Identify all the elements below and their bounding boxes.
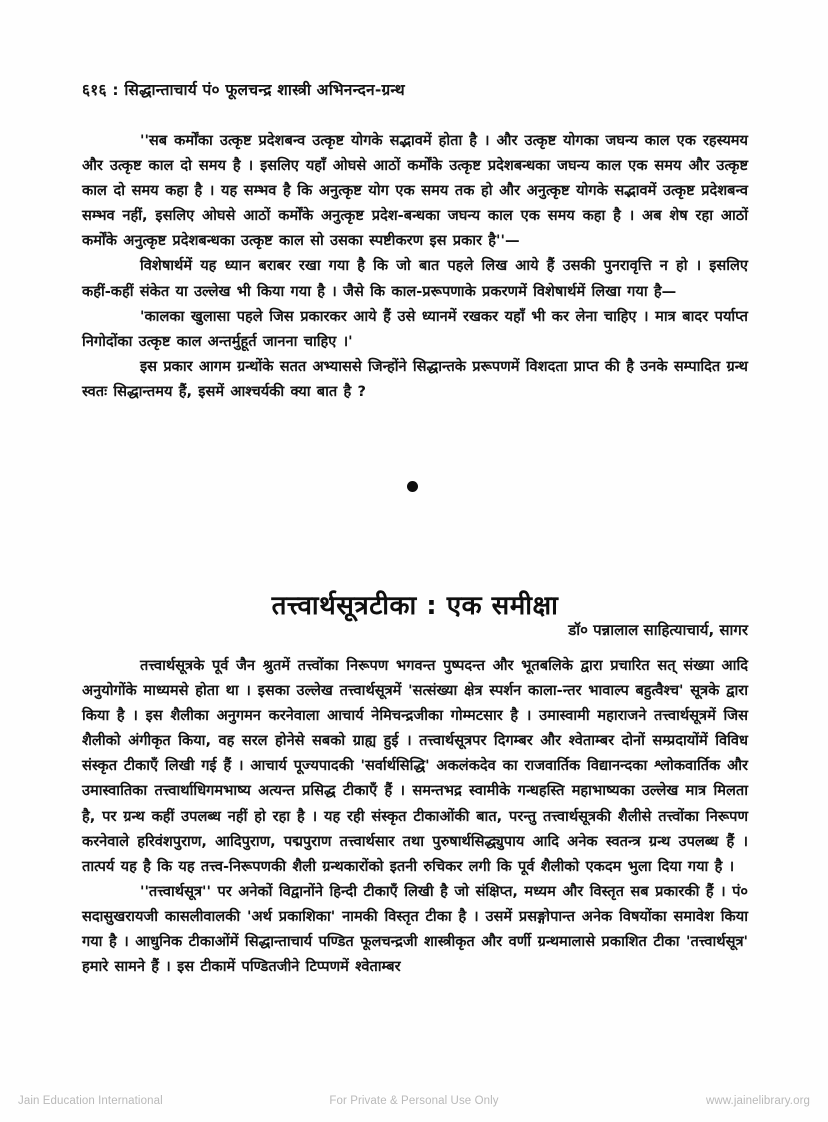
footer-organization: Jain Education International — [18, 1095, 163, 1107]
dot-divider-icon — [407, 481, 418, 492]
upper-text-block — [82, 128, 748, 404]
footer-usage-notice: For Private & Personal Use Only — [329, 1095, 499, 1107]
article-byline: डॉ० पन्नालाल साहित्याचार्य, सागर — [568, 621, 748, 639]
paragraph: तत्त्वार्थसूत्रके पूर्व जैन श्रुतमें तत्त्वोंका निरूपण भगवन्त पुष्पदन्त और भूतबलिके द्वारा प्रचारित सत् संख्या आदि अनुयोगोंके माध्यमसे होता था । इसका उल्लेख तत्त्वार्थसूत्रमें 'सत्संख्या क्षेत्र स्पर्शन काला-न्तर भावाल्प बहुत्वैश्च' सूत्रके द्वारा किया है । इस शैलीका अनुगमन करनेवाला आचार्य नेमिचन्द्रजीका गोम्मटसार है । उमास्वामी महाराजने तत्त्वार्थसूत्रमें जिस शैलीको अंगीकृत किया, वह सरल होनेसे सबको ग्राह्य हुई । तत्त्वार्थसूत्रपर दिगम्बर और श्वेताम्बर दोनों सम्प्रदायोंमें विविध संस्कृत टीकाएँ लिखी गई हैं । आचार्य पूज्यपादकी 'सर्वार्थसिद्धि' अकलंकदेव का राजवार्तिक विद्यानन्दका श्लोकवार्तिक और उमास्वातिका तत्त्वार्थाधिगमभाष्य अत्यन्त प्रसिद्ध टीकाएँ हैं । समन्तभद्र स्वामीके गन्धहस्ति महाभाष्यका उल्लेख मात्र मिलता है, पर ग्रन्थ कहीं उपलब्ध नहीं हो रहा है । यह रही संस्कृत टीकाओंकी बात, परन्तु तत्त्वार्थसूत्रकी शैलीसे तत्त्वोंका निरूपण करनेवाले हरिवंशपुराण, आदिपुराण, पद्मपुराण तत्त्वार्थसार तथा पुरुषार्थसिद्ध्युपाय आदि अनेक स्वतन्त्र ग्रन्थ उपलब्ध हैं । तात्पर्य यह है कि यह तत्त्व-निरूपणकी शैली ग्रन्थकारोंको इतनी रुचिकर लगी कि पूर्व शैलीको एकदम भुला दिया गया है । — [82, 657, 748, 875]
page-footer — [0, 1090, 828, 1112]
article-text-block — [82, 653, 748, 979]
paragraph: ''तत्त्वार्थसूत्र'' पर अनेकों विद्वानोंने हिन्दी टीकाएँ लिखी है जो संक्षिप्त, मध्यम और विस्तृत सब प्रकारकी हैं । पं० सदासुखरायजी कासलीवालकी 'अर्थ प्रकाशिका' नामकी विस्तृत टीका है । उसमें प्रसङ्गोपान्त अनेक विषयोंका समावेश किया गया है । आधुनिक टीकाओंमें सिद्धान्ताचार्य पण्डित फूलचन्द्रजी शास्त्रीकृत और वर्णी ग्रन्थमालासे प्रकाशित टीका 'तत्त्वार्थसूत्र' हमारे सामने हैं । इस टीकामें पण्डितजीने टिप्पणमें श्वेताम्बर — [82, 882, 748, 976]
article-title: तत्त्वार्थसूत्रटीका : एक समीक्षा — [271, 591, 559, 621]
paragraph: ''सब कर्मोंका उत्कृष्ट प्रदेशबन्व उत्कृष्ट योगके सद्भावमें होता है । और उत्कृष्ट योगका जघन्य काल एक रहस्यमय और उत्कृष्ट काल दो समय है । इसलिए यहाँ ओघसे आठों कर्मोंके उत्कृष्ट प्रदेशबन्धका जघन्य काल एक समय और उत्कृष्ट काल दो समय कहा है । यह सम्भव है कि अनुत्कृष्ट योग एक समय तक हो और अनुत्कृष्ट योगके सद्भावमें उत्कृष्ट प्रदेशबन्व सम्भव नहीं, इसलिए ओघसे आठों कर्मोंके अनुत्कृष्ट प्रदेश-बन्धका जघन्य काल एक समय कहा है । अब शेष रहा आठों कर्मोंके अनुत्कृष्ट प्रदेशबन्धका उत्कृष्ट काल सो उसका स्पष्टीकरण इस प्रकार है''— — [82, 132, 748, 250]
paragraph: 'कालका खुलासा पहले जिस प्रकारकर आये हैं उसे ध्यानमें रखकर यहाँ भी कर लेना चाहिए । मात्र बादर पर्याप्त निगोदोंका उत्कृष्ट काल अन्तर्मुहूर्त जानना चाहिए ।' — [82, 307, 748, 350]
paragraph: विशेषार्थमें यह ध्यान बराबर रखा गया है कि जो बात पहले लिख आये हैं उसकी पुनरावृत्ति न हो । इसलिए कहीं-कहीं संकेत या उल्लेख भी किया गया है । जैसे कि काल-प्ररूपणाके प्रकरणमें विशेषार्थमें लिखा गया है— — [82, 257, 748, 300]
paragraph: इस प्रकार आगम ग्रन्थोंके सतत अभ्याससे जिन्होंने सिद्धान्तके प्ररूपणमें विशदता प्राप्त की है उनके सम्पादित ग्रन्थ स्वतः सिद्धान्तमय हैं, इसमें आश्चर्यकी क्या बात है ? — [82, 357, 748, 400]
running-head: ६१६ : सिद्धान्ताचार्य पं० फूलचन्द्र शास्त्री अभिनन्दन-ग्रन्थ — [82, 81, 405, 99]
footer-website: www.jainelibrary.org — [705, 1095, 810, 1107]
